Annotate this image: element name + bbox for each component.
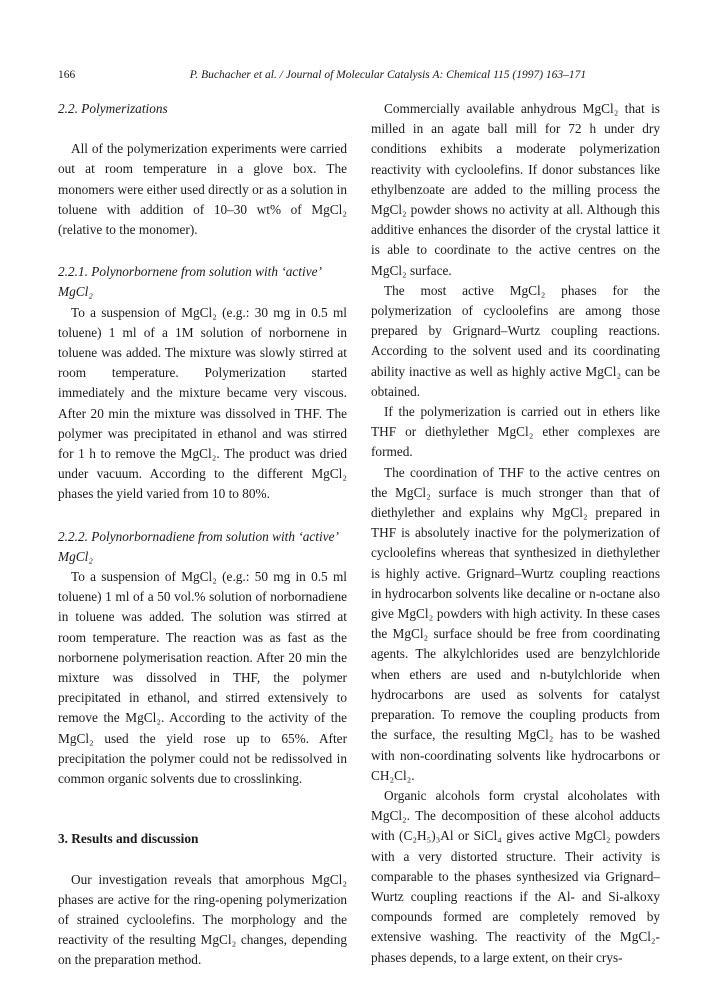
paragraph-polymerizations: All of the polymerization experiments were carried out at room temperature in a glove box. The monomers were either used directly or as a solution in toluene with addition of 10–30 wt% of MgCl₂ (relative to the monomer). [58,141,347,238]
section-heading-3: 3. Results and discussion [58,831,199,847]
paragraph-ethers: If the polymerization is carried out in ethers like THF or diethylether MgCl₂ ether complexes are formed. [371,404,660,460]
section-heading-2-2: 2.2. Polymerizations [58,101,168,116]
journal-citation: P. Buchacher et al. / Journal of Molecular Catalysis A: Chemical 115 (1997) 163–171 [189,69,587,81]
paragraph-commercial-mgcl2: Commercially available anhydrous MgCl₂ that is milled in an agate ball mill for 72 h under dry conditions exhibits a moderate polymerization reactivity with cycloolefins. If donor substances like ethylbenzoate are added to the milling process the MgCl₂ powder shows no activity at all. Although this additive enhances the disorder of the crystal lattice it is able to coordinate to the active centres on the MgCl₂ surface. [371,101,660,278]
right-column [371,99,660,968]
section-heading-2-2-2: 2.2.2. Polynorbornadiene from solution with ‘active’ MgCl₂ [58,528,338,564]
left-column [58,99,347,971]
paragraph-results-intro: Our investigation reveals that amorphous MgCl₂ phases are active for the ring-opening polymerization of strained cycloolefins. The morphology and the reactivity of the resulting MgCl₂ changes, depending on the preparation method. [58,871,347,968]
paragraph-thf-coordination: The coordination of THF to the active centres on the MgCl₂ surface is much stronger than that of diethylether and explains why MgCl₂ prepared in THF is absolutely inactive for the polymerization of cycloolefins whereas that synthesized in diethylether is highly active. Grignard–Wurtz coupling reactions in hydrocarbon solvents like decaline or n-octane also give MgCl₂ powders with high activity. In these cases the MgCl₂ surface should be free from coordinating agents. The alkylchlorides used are benzylchloride when ethers are used and n-butylchloride when hydrocarbons are used as solvents for catalyst preparation. To remove the coupling products from the surface, the resulting MgCl₂ has to be washed with non-coordinating solvents like hydrocarbons or CH₂Cl₂. [371,464,660,783]
running-header [58,66,658,84]
paragraph-grignard-wurtz: The most active MgCl₂ phases for the polymerization of cycloolefins are among those prepared by Grignard–Wurtz coupling reactions. According to the solvent used and its coordinating ability inactive as well as highly active MgCl₂ can be obtained. [371,282,660,399]
paragraph-polynorbornadiene: To a suspension of MgCl₂ (e.g.: 50 mg in 0.5 ml toluene) 1 ml of a 50 vol.% solution of norbornadiene in toluene was added. The solution was stirred at room temperature. The reaction was as fast as the norbornene polymerisation reaction. After 20 min the mixture was dissolved in THF, the polymer precipitated in ethanol, and stirred extensively to remove the MgCl₂. According to the activity of the MgCl₂ used the yield rose up to 65%. After precipitation the polymer could not be redissolved in common organic solvents due to crosslinking. [58,569,347,787]
section-heading-2-2-1: 2.2.1. Polynorbornene from solution with ‘active’ MgCl₂ [58,264,321,300]
paragraph-polynorbornene: To a suspension of MgCl₂ (e.g.: 30 mg in 0.5 ml toluene) 1 ml of a 1M solution of norbornene in toluene was added. The mixture was slowly stirred at room temperature. Polymerization started immediately and the mixture became very viscous. After 20 min the mixture was dissolved in THF. The polymer was precipitated in ethanol and was stirred for 1 h to remove the MgCl₂. The product was dried under vacuum. According to the different MgCl₂ phases the yield varied from 10 to 80%. [58,304,347,502]
page-number: 166 [58,69,76,81]
paragraph-alcoholates: Organic alcohols form crystal alcoholates with MgCl₂. The decomposition of these alcohol adducts with (C₂H₅)₃Al or SiCl₄ gives active MgCl₂ powders with a very distorted structure. Their activity is comparable to the phases synthesized via Grignard–Wurtz coupling reactions if the Al- and Si-alkoxy compounds formed are completely removed by extensive washing. The reactivity of the MgCl₂-phases depends, to a large extent, on their crys- [371,787,660,965]
